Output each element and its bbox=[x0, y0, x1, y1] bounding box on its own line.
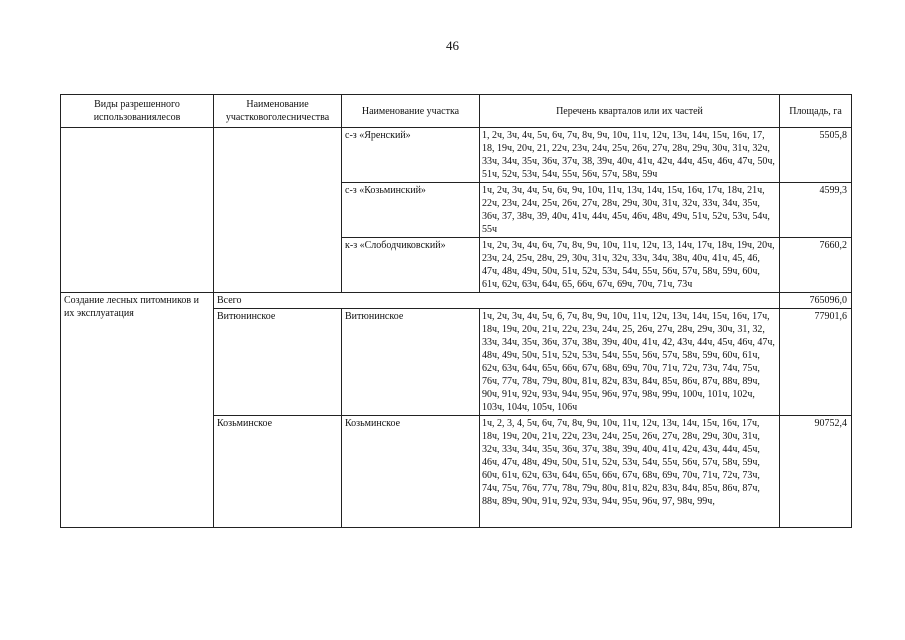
cell-quarters-slobodchikovsky: 1ч, 2ч, 3ч, 4ч, 6ч, 7ч, 8ч, 9ч, 10ч, 11ч, 12ч, 13, 14ч, 17ч, 18ч, 19ч, 20ч, 23ч, 24, 25ч, 28ч, 29, 30ч, 31ч, 32ч, 33ч, 34ч, 38ч, 40ч, 41ч, 45, 46, 47ч, 48ч, 49ч, 50ч, 51ч, 52ч, 53ч, 54ч, 55ч, 56ч, 57ч, 58ч, 59ч, 60ч, 61ч, 62ч, 63ч, 64ч, 65, 66ч, 67ч, 69ч, 70ч, 71ч, 73ч bbox=[480, 238, 780, 293]
header-quarters: Перечень кварталов или их частей bbox=[480, 95, 780, 128]
cell-area-kozminskoe: 90752,4 bbox=[780, 416, 852, 528]
table-row bbox=[61, 293, 852, 309]
cell-area-yarensky: 5505,8 bbox=[780, 128, 852, 183]
cell-plot-yarensky: с-з «Яренский» bbox=[342, 128, 480, 183]
cell-plot-kozminskoe: Козьминское bbox=[342, 416, 480, 528]
header-use-type: Виды разрешенного использованиялесов bbox=[61, 95, 214, 128]
cell-area-vityuninskoe: 77901,6 bbox=[780, 309, 852, 416]
page-number: 46 bbox=[446, 38, 459, 53]
cell-use-type-empty bbox=[61, 128, 214, 293]
cell-plot-slobodchikovsky: к-з «Слободчиковский» bbox=[342, 238, 480, 293]
quarters-list-kozminskoe: 1ч, 2, 3, 4, 5ч, 6ч, 7ч, 8ч, 9ч, 10ч, 11ч, 12ч, 13ч, 14ч, 15ч, 16ч, 17ч, 18ч, 19ч, 20ч, 21ч, 22ч, 23ч, 24ч, 25ч, 26ч, 27ч, 28ч, 29ч, 30ч, 31ч, 32ч, 33ч, 34ч, 35ч, 36ч, 37ч, 38ч, 39ч, 40ч, 41ч, 42ч, 43ч, 44ч, 45ч, 46ч, 47ч, 48ч, 49ч, 50ч, 51ч, 52ч, 53ч, 54ч, 55ч, 56ч, 57ч, 58ч, 59ч, 60ч, 61ч, 62ч, 63ч, 64ч, 65ч, 66ч, 67ч, 68ч, 69ч, 70ч, 71ч, 72ч, 73ч, 74ч, 75ч, 76ч, 77ч, 78ч, 79ч, 80ч, 81ч, 82ч, 83ч, 84ч, 85ч, 86ч, 87ч, 88ч, 89ч, 90ч, 91ч, 92ч, 93ч, 94ч, 95ч, 96ч, 97, 98ч, 99ч, bbox=[482, 418, 760, 507]
header-plot-name: Наименование участка bbox=[342, 95, 480, 128]
header-area: Площадь, га bbox=[780, 95, 852, 128]
cell-forestry-empty bbox=[214, 128, 342, 293]
cell-quarters-vityuninskoe: 1ч, 2ч, 3ч, 4ч, 5ч, 6, 7ч, 8ч, 9ч, 10ч, 11ч, 12ч, 13ч, 14ч, 15ч, 16ч, 17ч, 18ч, 19ч, 20ч, 21ч, 22ч, 23ч, 24ч, 25, 26ч, 27ч, 28ч, 29ч, 30ч, 31, 32, 33ч, 34ч, 35ч, 36ч, 37ч, 38ч, 39ч, 40ч, 41ч, 42, 43ч, 44ч, 45ч, 46ч, 47ч, 48ч, 49ч, 50ч, 51ч, 52ч, 53ч, 54ч, 55ч, 56ч, 57ч, 58ч, 59ч, 60ч, 61ч, 62ч, 63ч, 64ч, 65ч, 66ч, 67ч, 68ч, 69ч, 70ч, 71ч, 72ч, 73ч, 74ч, 75ч, 76ч, 77ч, 78ч, 79ч, 80ч, 81ч, 82ч, 83ч, 84ч, 85ч, 86ч, 87ч, 88ч, 89ч, 90ч, 91ч, 92ч, 93ч, 94ч, 95ч, 96ч, 97ч, 98ч, 99ч, 100ч, 101ч, 102ч, 103ч, 104ч, 105ч, 106ч bbox=[480, 309, 780, 416]
cell-quarters-kozminskoe bbox=[480, 416, 780, 528]
cell-forestry-kozminskoe: Козьминское bbox=[214, 416, 342, 528]
header-forestry-subdivision: Наименование участковоголесничества bbox=[214, 95, 342, 128]
cell-total-label: Всего bbox=[214, 293, 780, 309]
cell-forestry-vityuninskoe: Витюнинское bbox=[214, 309, 342, 416]
cell-area-total: 765096,0 bbox=[780, 293, 852, 309]
table-header-row bbox=[61, 95, 852, 128]
cell-area-kozminsky-sz: 4599,3 bbox=[780, 183, 852, 238]
cell-plot-vityuninskoe: Витюнинское bbox=[342, 309, 480, 416]
cell-plot-kozminsky-sz: с-з «Козьминский» bbox=[342, 183, 480, 238]
cell-quarters-kozminsky-sz: 1ч, 2ч, 3ч, 4ч, 5ч, 6ч, 9ч, 10ч, 11ч, 13ч, 14ч, 15ч, 16ч, 17ч, 18ч, 21ч, 22ч, 23ч, 24ч, 25ч, 26ч, 27ч, 28ч, 29ч, 30ч, 31ч, 32ч, 33ч, 34ч, 35ч, 36ч, 37, 38ч, 39, 40ч, 41ч, 44ч, 45ч, 46ч, 48ч, 49ч, 51ч, 52ч, 53ч, 54ч, 55ч bbox=[480, 183, 780, 238]
cell-use-type-nurseries: Создание лесных питомников и их эксплуатация bbox=[61, 293, 214, 528]
forest-use-table bbox=[60, 94, 852, 528]
table-row bbox=[61, 128, 852, 183]
cell-quarters-yarensky: 1, 2ч, 3ч, 4ч, 5ч, 6ч, 7ч, 8ч, 9ч, 10ч, 11ч, 12ч, 13ч, 14ч, 15ч, 16ч, 17, 18, 19ч, 20ч, 21, 22ч, 23ч, 24ч, 25ч, 26ч, 27ч, 28ч, 29ч, 30ч, 31ч, 32ч, 33ч, 34ч, 35ч, 36ч, 37ч, 38, 39ч, 40ч, 41ч, 42ч, 44ч, 45ч, 46ч, 47ч, 50ч, 51ч, 52ч, 53ч, 54ч, 55ч, 56ч, 57ч, 58ч, 59ч bbox=[480, 128, 780, 183]
cell-area-slobodchikovsky: 7660,2 bbox=[780, 238, 852, 293]
